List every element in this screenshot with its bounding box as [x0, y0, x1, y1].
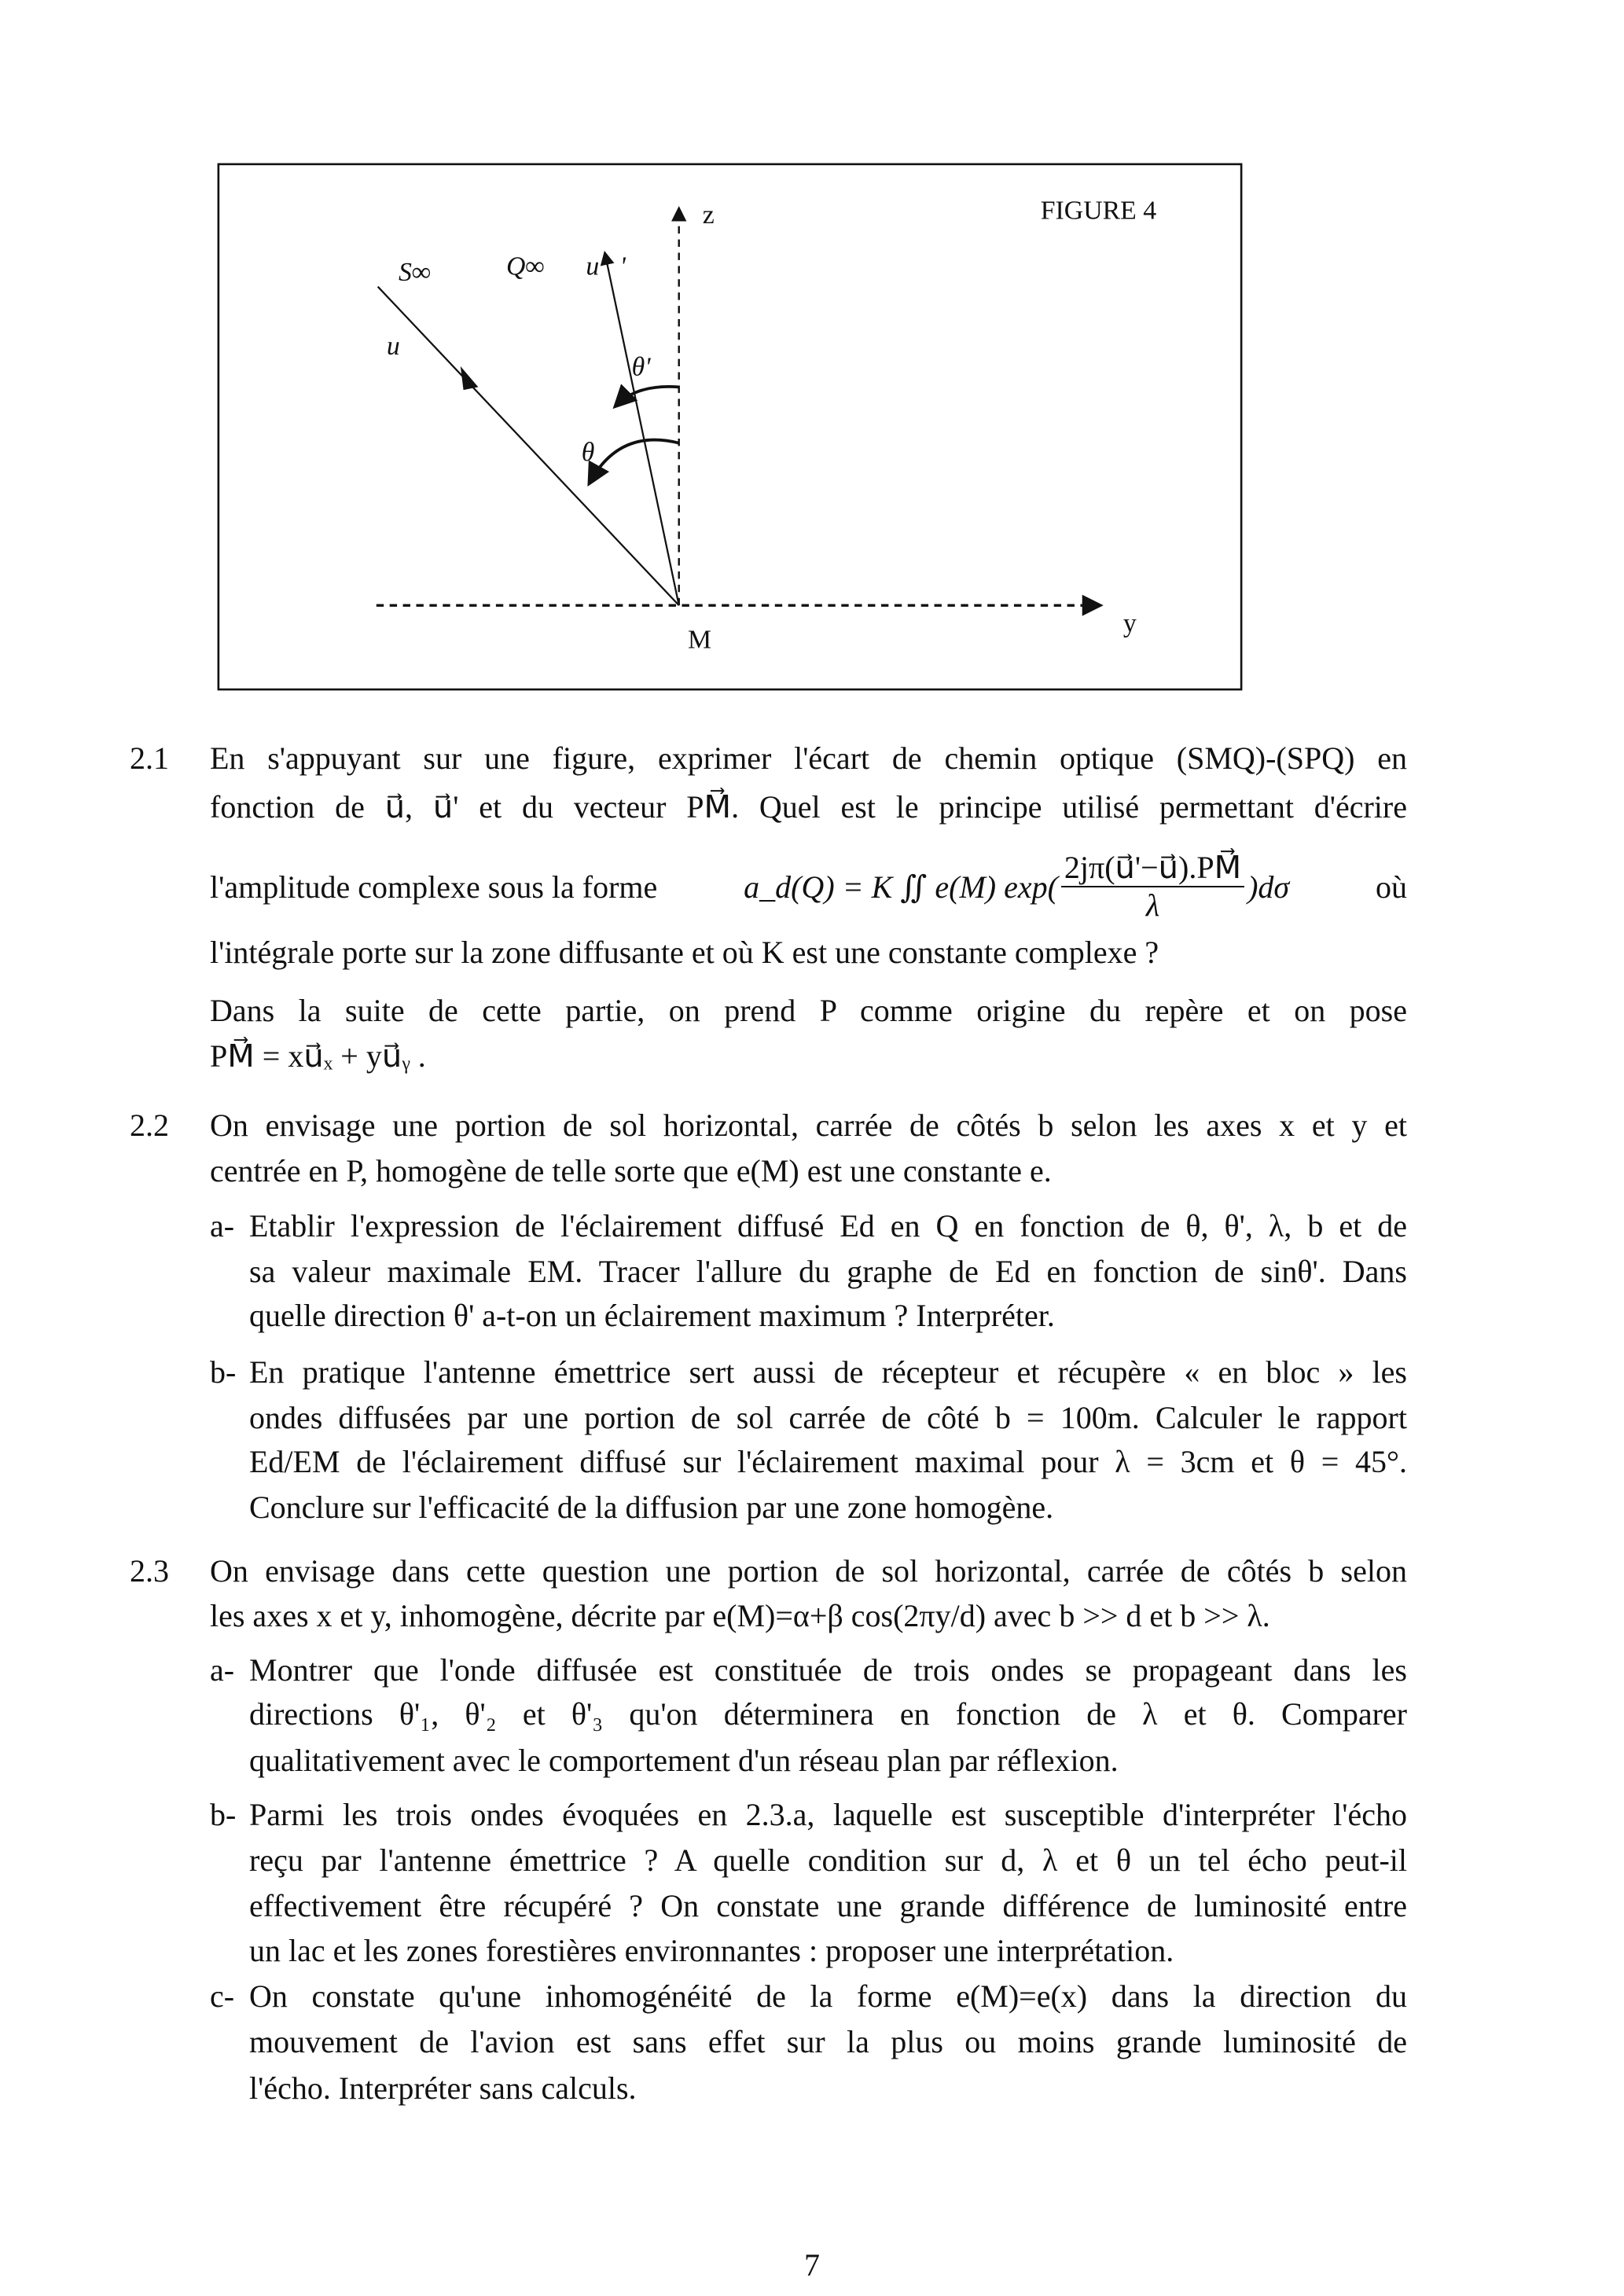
- subquestion-marker: b-: [210, 1797, 237, 1832]
- figure-4: [217, 163, 1243, 691]
- subquestion-marker: c-: [210, 1978, 235, 2014]
- text-line: directions θ'₁, θ'₂ et θ'₃ qu'on déterminera en fonction de λ et θ. Comparer: [249, 1696, 1407, 1732]
- question-number: 2.1: [130, 740, 169, 776]
- subquestion-marker: b-: [210, 1354, 237, 1390]
- u-prime-label: u⃗': [586, 252, 626, 281]
- text-line: un lac et les zones forestières environnantes : proposer une interprétation.: [249, 1933, 1174, 1968]
- text-line: fonction de u⃗, u⃗' et du vecteur PM⃗. Quel est le principe utilisé permettant d'écrire: [210, 789, 1407, 825]
- text-line: Conclure sur l'efficacité de la diffusion par une zone homogène.: [249, 1490, 1054, 1525]
- amplitude-formula: [744, 850, 1289, 924]
- fraction-numerator: 2jπ(u⃗'−u⃗).PM⃗: [1061, 850, 1244, 887]
- text-line: Ed/EM de l'éclairement diffusé sur l'éclairement maximal pour λ = 3cm et θ = 45°.: [249, 1444, 1407, 1479]
- text-line: les axes x et y, inhomogène, décrite par e(M)=α+β cos(2πy/d) avec b >> d et b >> λ.: [210, 1598, 1270, 1633]
- text-line: On constate qu'une inhomogénéité de la forme e(M)=e(x) dans la direction du: [249, 1978, 1407, 2014]
- fraction-denominator: λ: [1145, 887, 1160, 923]
- incident-ray: [378, 287, 679, 605]
- text-line: En pratique l'antenne émettrice sert aussi de récepteur et récupère « en bloc » les: [249, 1354, 1407, 1390]
- text-line: reçu par l'antenne émettrice ? A quelle condition sur d, λ et θ un tel écho peut-il: [249, 1842, 1407, 1878]
- theta-prime-label: θ': [631, 352, 651, 382]
- text-line: Montrer que l'onde diffusée est constituée de trois ondes se propageant dans les: [249, 1652, 1407, 1688]
- text-line: Etablir l'expression de l'éclairement diffusé Ed en Q en fonction de θ, θ', λ, b et de: [249, 1208, 1407, 1244]
- text-line: ondes diffusées par une portion de sol carrée de côté b = 100m. Calculer le rapport: [249, 1400, 1407, 1435]
- page-number: 7: [804, 2247, 820, 2283]
- s-label: S∞: [398, 258, 431, 288]
- subquestion-marker: a-: [210, 1652, 235, 1688]
- text-line: PM⃗ = xu⃗ₓ + yu⃗ᵧ .: [210, 1038, 426, 1074]
- text-line: l'intégrale porte sur la zone diffusante et où K est une constante complexe ?: [210, 935, 1159, 970]
- subquestion-marker: a-: [210, 1208, 235, 1244]
- diffused-ray: [605, 254, 679, 605]
- y-label: y: [1122, 608, 1137, 638]
- formula-rhs: )dσ: [1247, 869, 1290, 905]
- text-line: mouvement de l'avion est sans effet sur la plus ou moins grande luminosité de: [249, 2024, 1407, 2059]
- theta-prime-arc: [617, 387, 679, 405]
- formula-fraction: [1061, 850, 1244, 924]
- text-line: effectivement être récupéré ? On constate une grande différence de luminosité entre: [249, 1888, 1407, 1923]
- theta-label: θ: [581, 438, 595, 468]
- formula-line: [210, 849, 1407, 924]
- theta-arc: [590, 440, 679, 482]
- u-label: u⃗: [386, 332, 421, 362]
- text-line: Dans la suite de cette partie, on prend P comme origine du repère et on pose: [210, 993, 1407, 1028]
- figure-title: FIGURE 4: [1040, 196, 1157, 226]
- question-number: 2.2: [130, 1108, 169, 1143]
- formula-lhs: a_d(Q) = K ∬ e(M) exp(: [744, 869, 1058, 905]
- question-number: 2.3: [130, 1553, 169, 1589]
- m-label: M: [687, 625, 712, 655]
- text-line: Parmi les trois ondes évoquées en 2.3.a, laquelle est susceptible d'interpréter l'écho: [249, 1797, 1407, 1832]
- text-line: quelle direction θ' a-t-on un éclairement maximum ? Interpréter.: [249, 1298, 1055, 1333]
- text-line: sa valeur maximale EM. Tracer l'allure du graphe de Ed en fonction de sinθ'. Dans: [249, 1254, 1407, 1289]
- figure-frame: [219, 164, 1241, 689]
- incident-arrow-icon: [461, 366, 479, 390]
- text-segment: l'amplitude complexe sous la forme: [210, 869, 658, 905]
- text-line: qualitativement avec le comportement d'un réseau plan par réflexion.: [249, 1743, 1119, 1778]
- text-line: En s'appuyant sur une figure, exprimer l'écart de chemin optique (SMQ)-(SPQ) en: [210, 740, 1407, 776]
- text-line: On envisage une portion de sol horizontal, carrée de côtés b selon les axes x et y et: [210, 1108, 1407, 1143]
- text-line: centrée en P, homogène de telle sorte que e(M) est une constante e.: [210, 1153, 1052, 1188]
- text-line: l'écho. Interpréter sans calculs.: [249, 2070, 637, 2106]
- q-label: Q∞: [506, 252, 545, 281]
- text-line: On envisage dans cette question une portion de sol horizontal, carrée de côtés b selon: [210, 1553, 1407, 1589]
- z-label: z: [702, 200, 715, 230]
- text-segment: où: [1375, 869, 1407, 905]
